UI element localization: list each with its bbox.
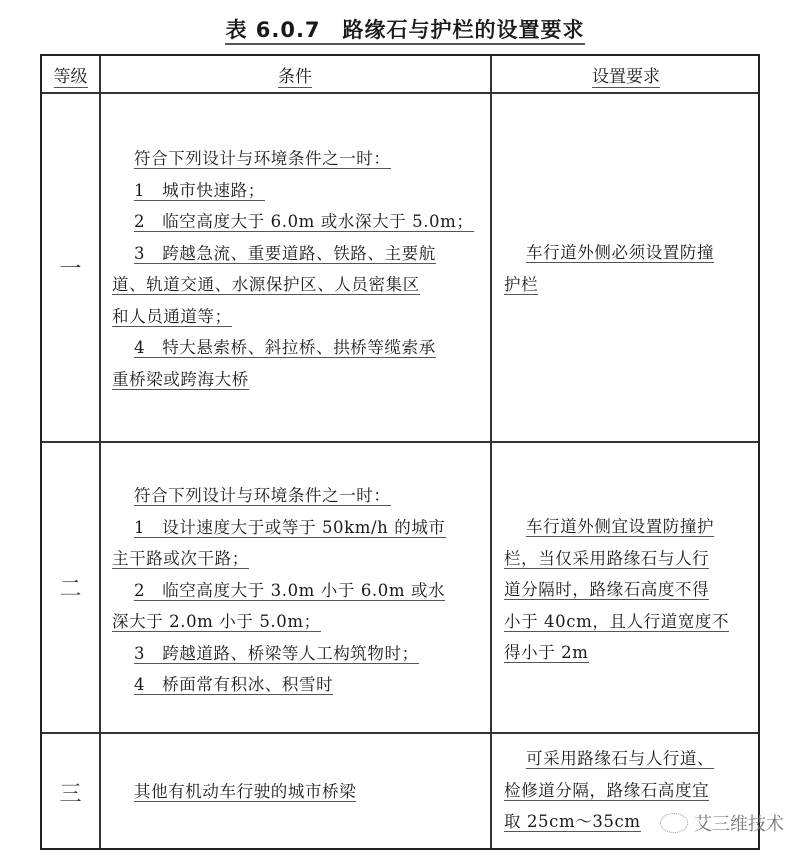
requirement-line: 车行道外侧宜设置防撞护: [526, 517, 715, 536]
grade-label: 一: [59, 257, 82, 282]
row-3-conditions: [100, 776, 490, 808]
header-grade: [42, 62, 99, 87]
row-2-requirement: [492, 511, 760, 669]
condition-line: 主干路或次干路；: [112, 549, 249, 568]
condition-line: 3 跨越道路、桥梁等人工构筑物时；: [134, 643, 419, 663]
row-2-conditions: [100, 480, 490, 701]
row-3-grade: [42, 734, 99, 850]
requirement-line: 栏，当仅采用路缘石与人行: [504, 548, 710, 568]
requirement-line: 取 25cm～35cm: [504, 812, 641, 831]
row-1-requirement: [492, 237, 760, 300]
requirement-line: 得小于 2m: [504, 643, 589, 662]
wechat-icon: [660, 813, 688, 833]
requirement-line: 检修道分隔，路缘石高度宜: [504, 780, 710, 800]
requirement-line: 车行道外侧必须设置防撞: [526, 243, 715, 262]
table-title-text: 表 6.0.7 路缘石与护栏的设置要求: [225, 18, 584, 45]
requirement-line: 护栏: [504, 274, 539, 294]
requirements-table: [40, 54, 760, 850]
row-1-conditions: [100, 143, 490, 395]
row-divider: [42, 732, 758, 734]
grade-label: 三: [59, 781, 82, 807]
requirement-line: 可采用路缘石与人行道、: [526, 749, 715, 768]
row-1-grade: [42, 94, 99, 441]
requirement-line: 小于 40cm，且人行道宽度不: [504, 611, 730, 631]
condition-line: 符合下列设计与环境条件之一时：: [134, 486, 391, 505]
watermark: [660, 810, 784, 836]
condition-line: 1 城市快速路；: [134, 180, 265, 200]
watermark-text: 艾三维技术: [694, 814, 784, 835]
header-grade-label: 等级: [53, 67, 88, 87]
condition-line: 1 设计速度大于或等于 50km/h 的城市: [134, 517, 446, 537]
condition-line: 重桥梁或跨海大桥: [112, 369, 249, 389]
condition-line: 3 跨越急流、重要道路、铁路、主要航: [134, 243, 436, 263]
row-2-grade: [42, 443, 99, 732]
table-title: [0, 14, 810, 44]
grade-label: 二: [59, 577, 82, 602]
row-divider: [42, 92, 758, 94]
header-condition: [100, 62, 490, 87]
header-condition-label: 条件: [278, 67, 312, 87]
condition-line: 4 桥面常有积冰、积雪时: [134, 675, 334, 694]
condition-line: 符合下列设计与环境条件之一时：: [134, 149, 391, 168]
header-requirement: [492, 62, 760, 87]
condition-line: 和人员通道等；: [112, 306, 232, 326]
requirement-line: 道分隔时，路缘石高度不得: [504, 580, 710, 599]
condition-line: 4 特大悬索桥、斜拉桥、拱桥等缆索承: [134, 338, 436, 357]
condition-line: 深大于 2.0m 小于 5.0m；: [112, 612, 321, 631]
row-divider: [42, 441, 758, 443]
condition-line: 道、轨道交通、水源保护区、人员密集区: [112, 275, 420, 294]
condition-line: 其他有机动车行驶的城市桥梁: [134, 782, 357, 801]
condition-line: 2 临空高度大于 6.0m 或水深大于 5.0m；: [134, 212, 474, 231]
condition-line: 2 临空高度大于 3.0m 小于 6.0m 或水: [134, 580, 446, 600]
header-requirement-label: 设置要求: [592, 67, 660, 87]
column-divider: [490, 56, 492, 848]
